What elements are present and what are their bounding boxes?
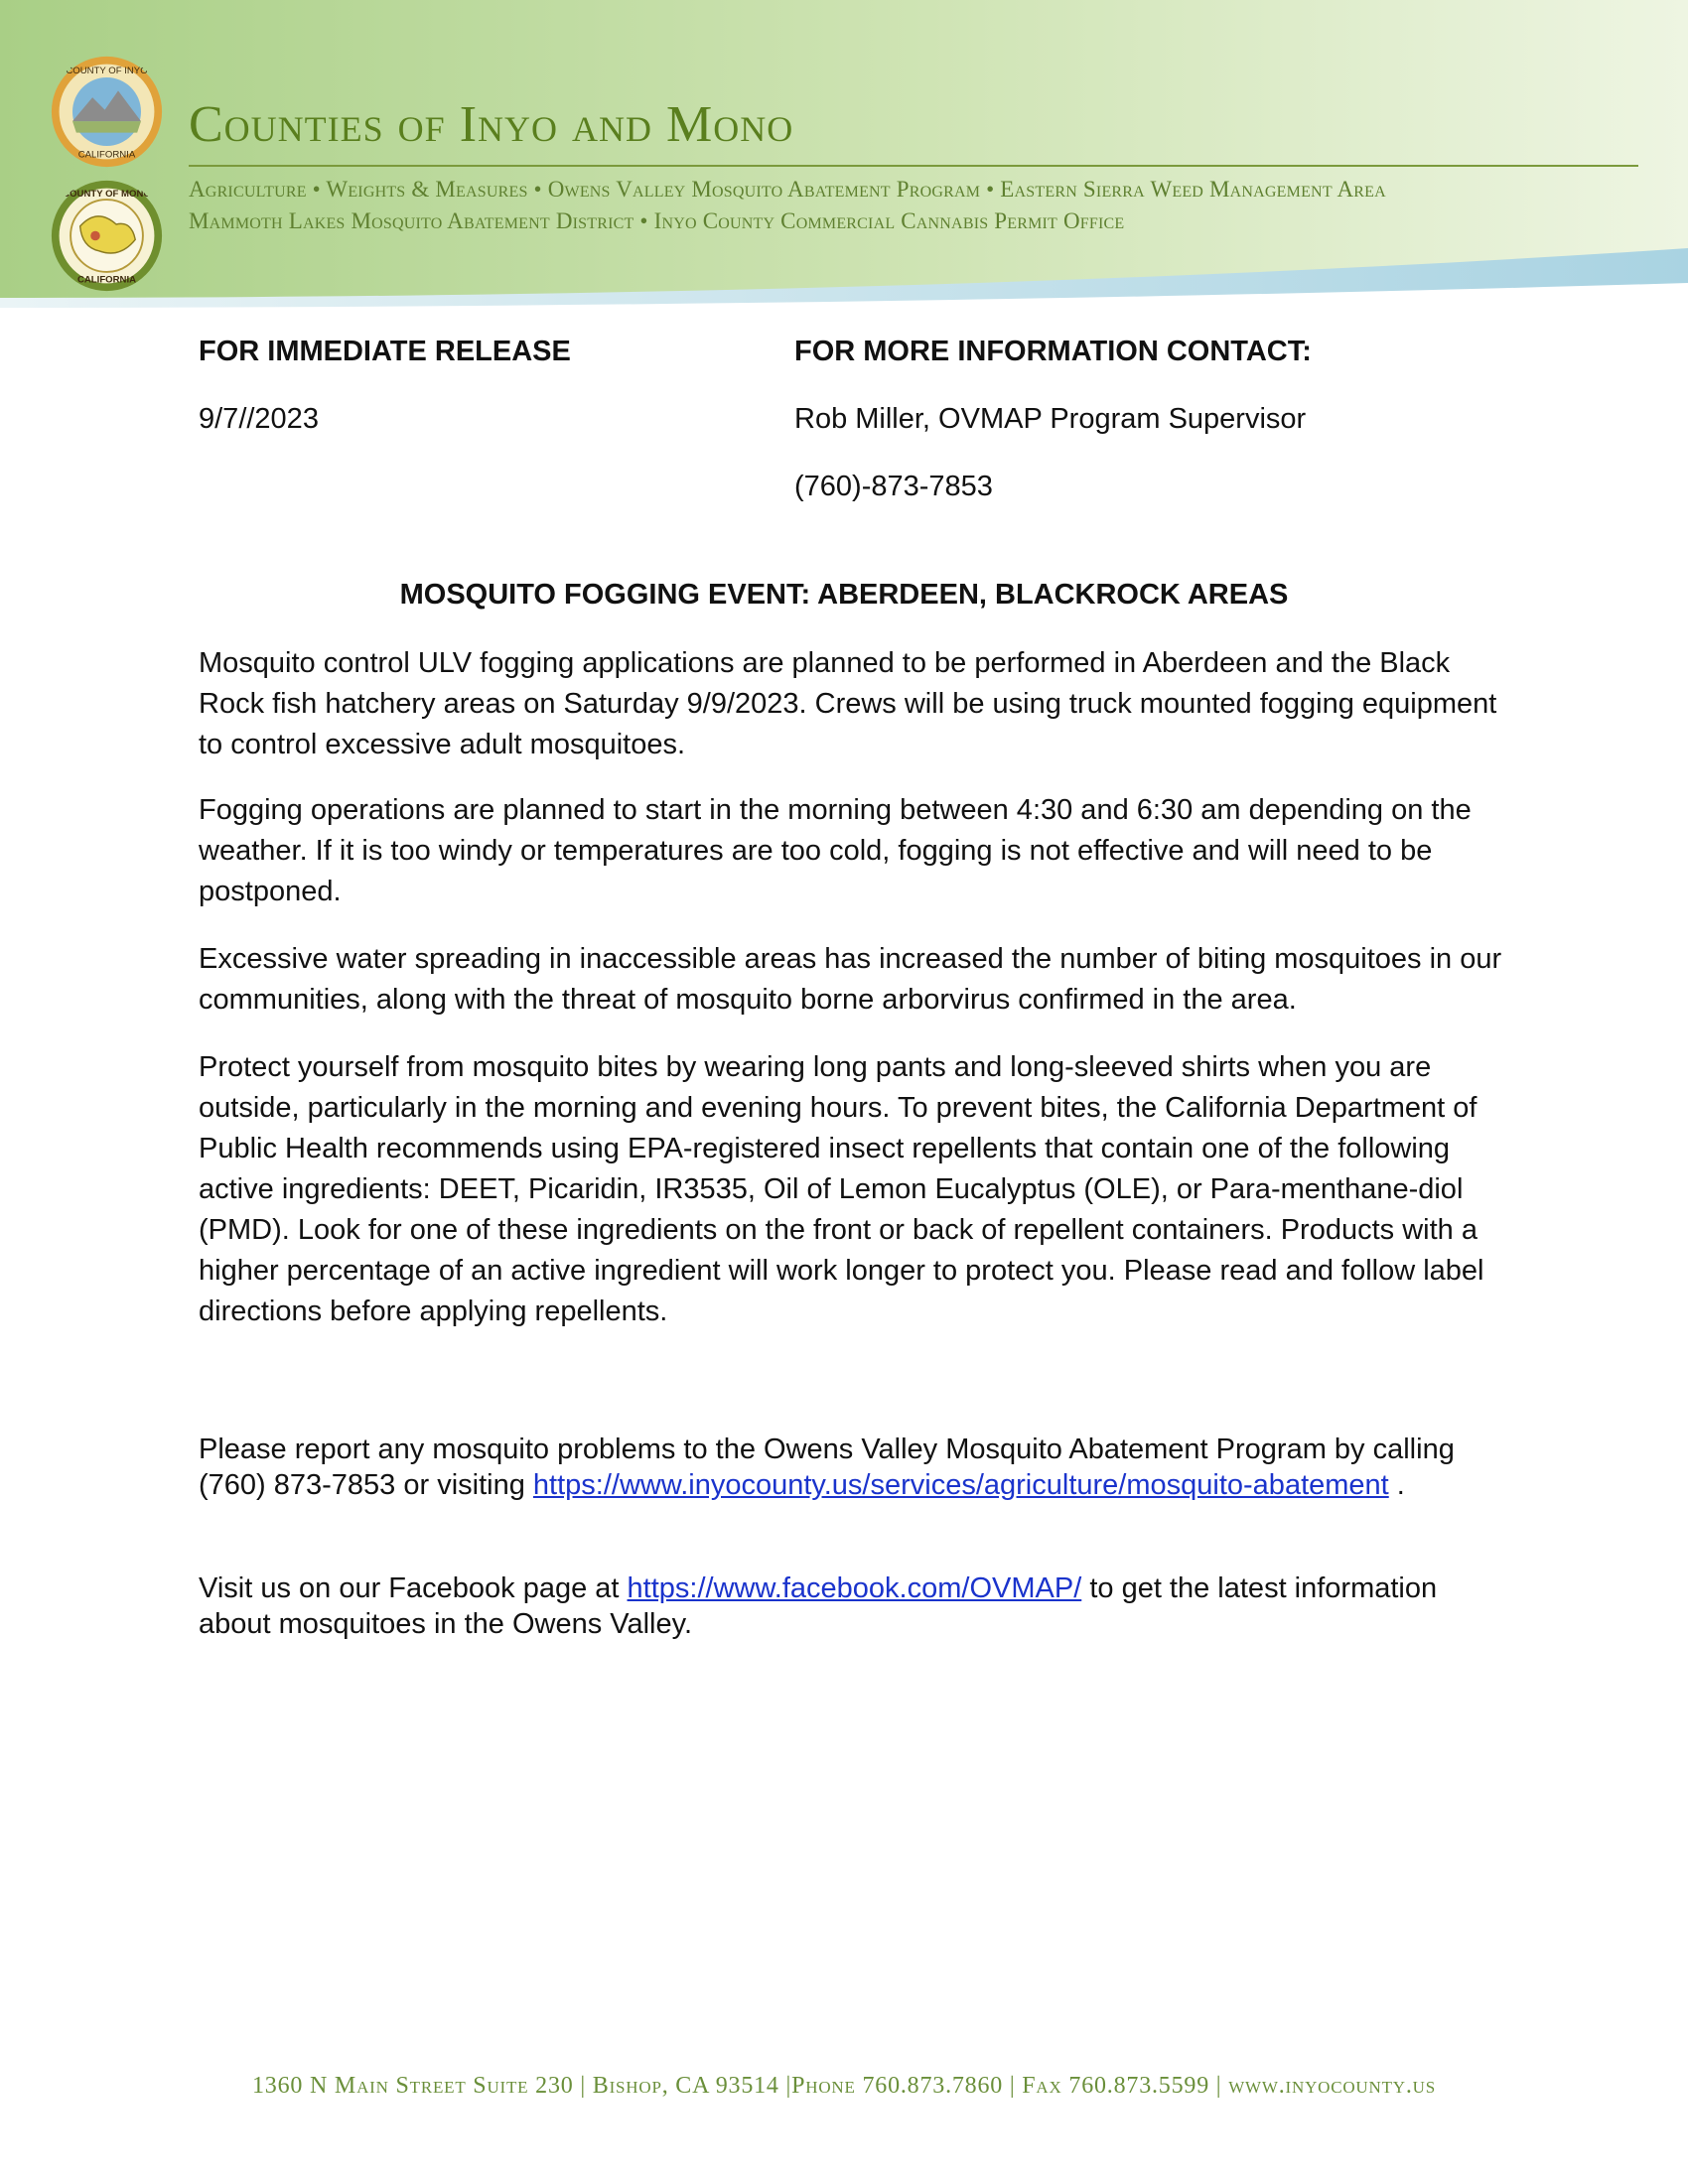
paragraph-1: Mosquito control ULV fogging applications are planned to be performed in Aberdeen and the Black Rock fish hatchery areas on Saturday 9/9/2023. Crews will be using truck mounted fogging equipment to control excessive adult mosquitoes. <box>199 647 1497 760</box>
mono-county-seal <box>50 179 164 293</box>
report-paragraph <box>199 1432 1479 1503</box>
programs-line-1: Agriculture • Weights & Measures • Owens Valley Mosquito Abatement Program • Eastern Sierra Weed Management Area <box>189 177 1386 202</box>
report-text: Please report any mosquito problems to the Owens Valley Mosquito Abatement Program by calling (760) 873-7853 or visiting <box>199 1433 1455 1501</box>
facebook-text: Visit us on our Facebook page at <box>199 1572 628 1604</box>
mosquito-abatement-link[interactable]: https://www.inyocounty.us/services/agriculture/mosquito-abatement <box>532 1469 1389 1501</box>
organization-title: Counties of Inyo and Mono <box>189 96 794 153</box>
mono-seal-top-text: COUNTY OF MONO <box>63 189 151 201</box>
inyo-seal-bottom-text: CALIFORNIA <box>77 149 136 161</box>
facebook-text-end: to get the latest information about mosquitoes in the Owens Valley. <box>199 1572 1438 1640</box>
header-banner <box>0 0 1688 318</box>
header-divider <box>189 165 1638 167</box>
paragraph-2: Fogging operations are planned to start in the morning between 4:30 and 6:30 am depending on the weather. If it is too windy or temperatures are too cold, fogging is not effective and will need to be postponed. <box>199 794 1472 907</box>
facebook-link[interactable]: https://www.facebook.com/OVMAP/ <box>627 1572 1082 1604</box>
contact-phone: (760)-873-7853 <box>794 471 993 502</box>
contact-label: FOR MORE INFORMATION CONTACT: <box>794 336 1312 367</box>
release-label: FOR IMMEDIATE RELEASE <box>199 336 571 367</box>
contact-name: Rob Miller, OVMAP Program Supervisor <box>794 403 1307 435</box>
paragraph-3: Excessive water spreading in inaccessible areas has increased the number of biting mosquitoes in our communities, along with the threat of mosquito borne arborvirus confirmed in the area. <box>199 943 1502 1016</box>
inyo-county-seal <box>50 55 164 169</box>
inyo-seal-top-text: COUNTY OF INYO <box>66 66 148 77</box>
programs-line-2: Mammoth Lakes Mosquito Abatement District • Inyo County Commercial Cannabis Permit Office <box>189 208 1125 233</box>
headline: MOSQUITO FOGGING EVENT: ABERDEEN, BLACKROCK AREAS <box>399 579 1289 611</box>
facebook-paragraph <box>199 1570 1479 1642</box>
mono-seal-bottom-text: CALIFORNIA <box>76 274 137 286</box>
report-text-end: . <box>1388 1469 1405 1501</box>
release-date: 9/7//2023 <box>199 403 319 435</box>
footer-address: 1360 N Main Street Suite 230 | Bishop, CA 93514 |Phone 760.873.7860 | Fax 760.873.5599 | www.inyocounty.us <box>252 2073 1436 2099</box>
paragraph-4: Protect yourself from mosquito bites by wearing long pants and long-sleeved shirts when you are outside, particularly in the morning and evening hours. To prevent bites, the California Department of Public Health recommends using EPA-registered insect repellents that contain one of the following active ingredients: DEET, Picaridin, IR3535, Oil of Lemon Eucalyptus (OLE), or Para-menthane-diol (PMD). Look for one of these ingredients on the front or back of repellent containers. Products with a higher percentage of an active ingredient will work longer to protect you. Please read and follow label directions before applying repellents. <box>199 1051 1484 1327</box>
